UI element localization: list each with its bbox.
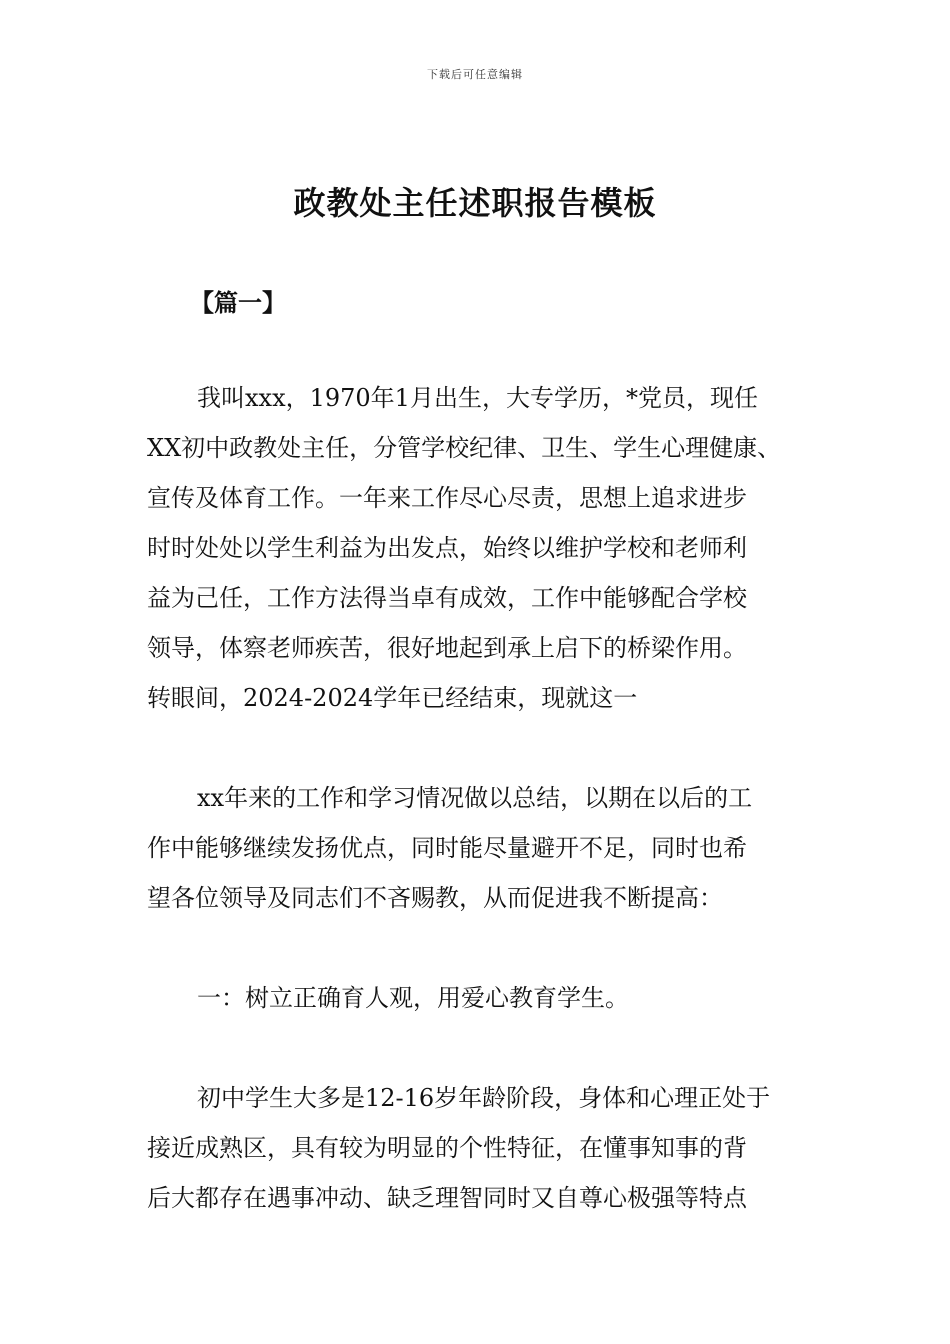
paragraph-line: 接近成熟区，具有较为明显的个性特征，在懂事知事的背 — [147, 1134, 747, 1162]
paragraph-summary — [147, 773, 817, 923]
paragraph-heading-one — [147, 973, 817, 1023]
paragraph-line: 转眼间，2024-2024学年已经结束，现就这一 — [147, 684, 638, 712]
section-label: 【篇一】 — [190, 289, 286, 317]
paragraph-students — [147, 1073, 817, 1223]
paragraph-line: 益为己任，工作方法得当卓有成效，工作中能够配合学校 — [147, 584, 747, 612]
paragraph-line: 宣传及体育工作。一年来工作尽心尽责，思想上追求进步 — [147, 484, 747, 512]
document-title: 政教处主任述职报告模板 — [293, 184, 657, 222]
paragraph-line: xx年来的工作和学习情况做以总结，以期在以后的工 — [197, 784, 753, 812]
paragraph-line: 后大都存在遇事冲动、缺乏理智同时又自尊心极强等特点 — [147, 1184, 747, 1212]
subheading-line: 一：树立正确育人观，用爱心教育学生。 — [197, 984, 629, 1012]
paragraph-line: 我叫xxx，1970年1月出生，大专学历，*党员，现任 — [197, 384, 758, 412]
paragraph-line: 领导，体察老师疾苦，很好地起到承上启下的桥梁作用。 — [147, 634, 747, 662]
header-note: 下载后可任意编辑 — [427, 68, 523, 81]
paragraph-line: XX初中政教处主任，分管学校纪律、卫生、学生心理健康、 — [147, 434, 782, 462]
paragraph-line: 望各位领导及同志们不吝赐教，从而促进我不断提高： — [147, 884, 723, 912]
paragraph-line: 作中能够继续发扬优点，同时能尽量避开不足，同时也希 — [147, 834, 747, 862]
paragraph-line: 时时处处以学生利益为出发点，始终以维护学校和老师利 — [147, 534, 747, 562]
paragraph-intro — [147, 373, 817, 723]
paragraph-line: 初中学生大多是12-16岁年龄阶段，身体和心理正处于 — [197, 1084, 771, 1112]
